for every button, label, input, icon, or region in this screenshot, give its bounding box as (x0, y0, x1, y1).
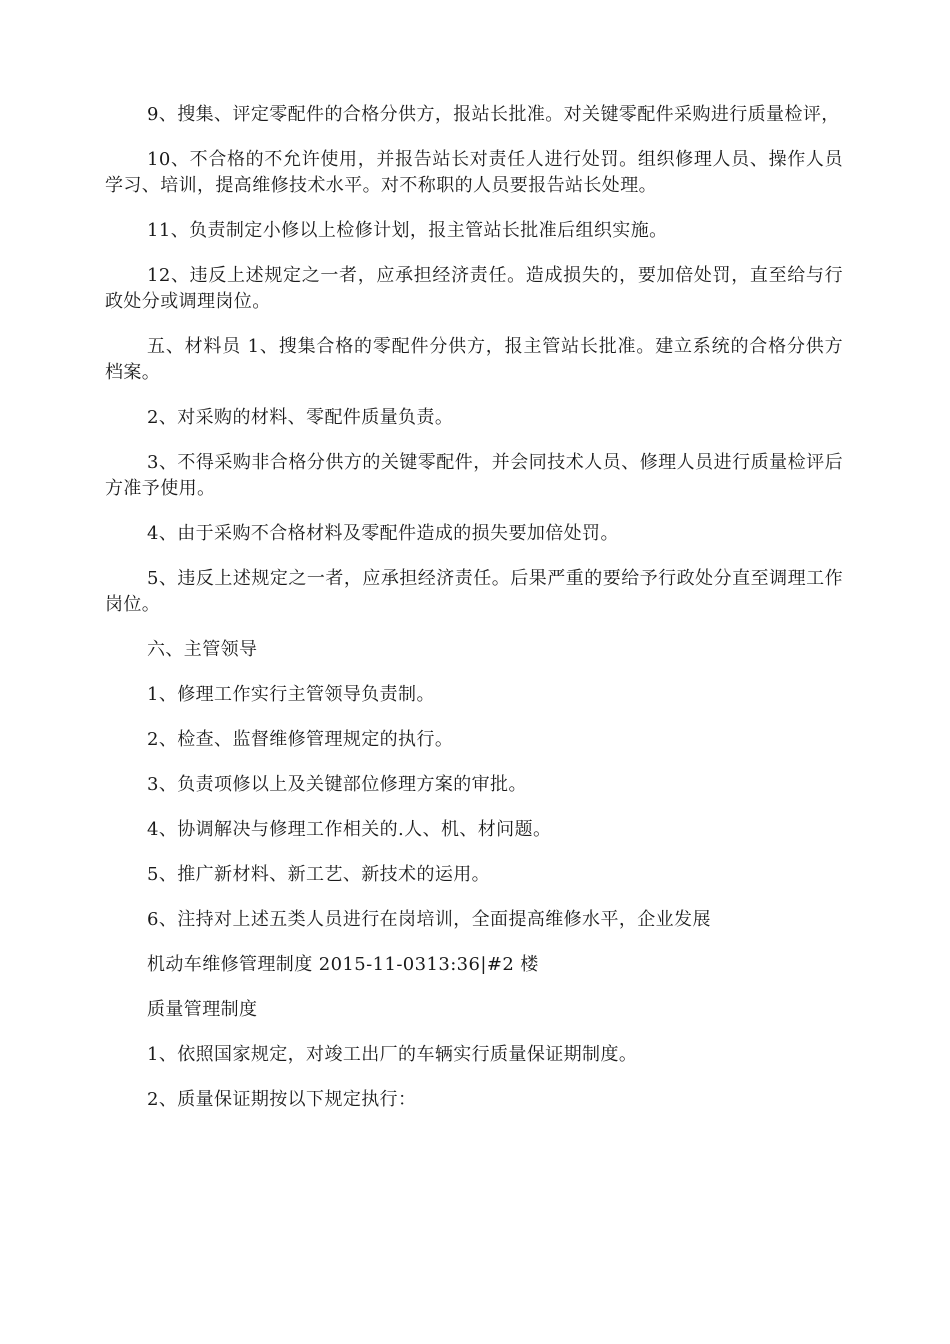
paragraph-material-item-2: 2、对采购的材料、零配件质量负责。 (147, 407, 454, 428)
section-heading-quality-management: 质量管理制度 (147, 999, 258, 1020)
paragraph-item-11-repair-plan: 11、负责制定小修以上检修计划，报主管站长批准后组织实施。 (147, 220, 668, 241)
paragraph-supervisor-item-4: 4、协调解决与修理工作相关的.人、机、材问题。 (147, 819, 552, 840)
paragraph-item-12-violation: 12、违反上述规定之一者，应承担经济责任。造成损失的，要加倍处罚，直至给与行政处分或调理岗位。 (105, 265, 843, 312)
paragraph-quality-item-1: 1、依照国家规定，对竣工出厂的车辆实行质量保证期制度。 (147, 1044, 638, 1065)
paragraph-item-9-supplier-evaluation: 9、搜集、评定零配件的合格分供方，报站长批准。对关键零配件采购进行质量检评， (147, 104, 840, 125)
paragraph-supervisor-item-3: 3、负责项修以上及关键部位修理方案的审批。 (147, 774, 527, 795)
paragraph-item-10-nonconforming: 10、不合格的不允许使用，并报告站长对责任人进行处罚。组织修理人员、操作人员学习、培训，提高维修技术水平。对不称职的人员要报告站长处理。 (105, 149, 843, 196)
paragraph-supervisor-item-6: 6、注持对上述五类人员进行在岗培训，全面提高维修水平，企业发展 (147, 909, 711, 930)
paragraph-quality-item-2: 2、质量保证期按以下规定执行： (147, 1089, 417, 1110)
document-body (105, 102, 843, 1132)
paragraph-material-item-5: 5、违反上述规定之一者，应承担经济责任。后果严重的要给予行政处分直至调理工作岗位。 (105, 568, 843, 615)
paragraph-supervisor-item-2: 2、检查、监督维修管理规定的执行。 (147, 729, 454, 750)
post-header-line: 机动车维修管理制度 2015-11-0313:36|#2 楼 (147, 954, 539, 975)
paragraph-section-5-material-clerk: 五、材料员 1、搜集合格的零配件分供方，报主管站长批准。建立系统的合格分供方档案。 (105, 336, 843, 383)
paragraph-supervisor-item-1: 1、修理工作实行主管领导负责制。 (147, 684, 435, 705)
paragraph-material-item-3: 3、不得采购非合格分供方的关键零配件，并会同技术人员、修理人员进行质量检评后方准予使用。 (105, 452, 843, 499)
section-heading-6-supervisor: 六、主管领导 (147, 639, 258, 660)
paragraph-material-item-4: 4、由于采购不合格材料及零配件造成的损失要加倍处罚。 (147, 523, 619, 544)
paragraph-supervisor-item-5: 5、推广新材料、新工艺、新技术的运用。 (147, 864, 491, 885)
